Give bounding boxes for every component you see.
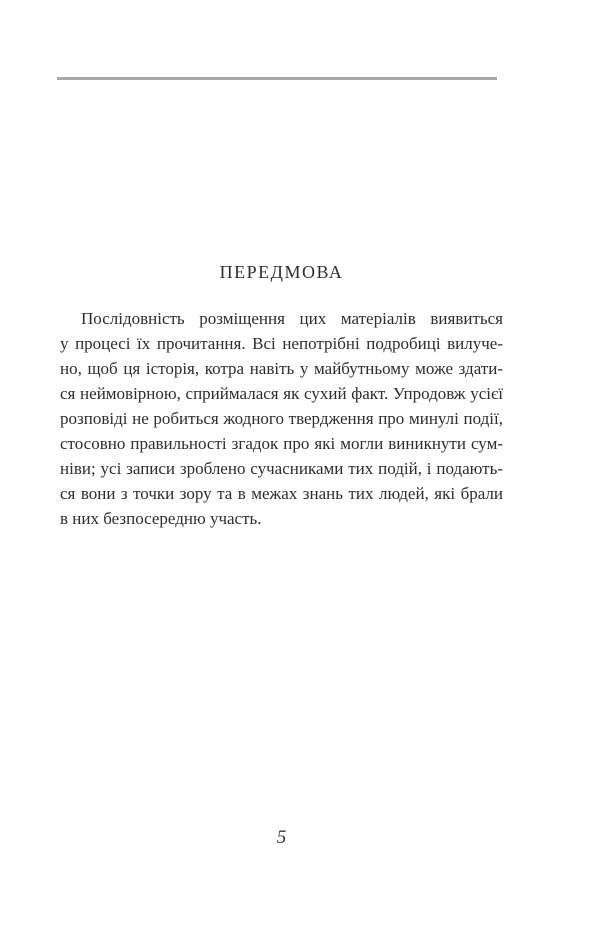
paragraph-line: но, щоб ця історія, котра навіть у майбутньому може здати- (60, 359, 503, 378)
paragraph-line: стосовно правильності згадок про які могли виникнути сум- (60, 434, 503, 453)
paragraph-line: у процесі їх прочитання. Всі непотрібні подробиці вилуче- (60, 334, 503, 353)
paragraph-line: Послідовність розміщення цих матеріалів виявиться (81, 309, 503, 328)
paragraph-line: ся неймовірною, сприймалася як сухий факт. Упродовж усієї (60, 384, 503, 403)
page-number: 5 (276, 827, 287, 848)
header-rule-divider (57, 77, 497, 80)
preface-paragraph (60, 306, 503, 531)
chapter-heading: ПЕРЕДМОВА (219, 262, 344, 282)
paragraph-line: в них безпосередню участь. (60, 509, 262, 528)
paragraph-line: ся вони з точки зору та в межах знань тих людей, які брали (60, 484, 503, 503)
paragraph-line: ніви; усі записи зроблено сучасниками тих подій, і подають- (60, 459, 503, 478)
paragraph-line: розповіді не робиться жодного твердження про минулі події, (60, 409, 503, 428)
